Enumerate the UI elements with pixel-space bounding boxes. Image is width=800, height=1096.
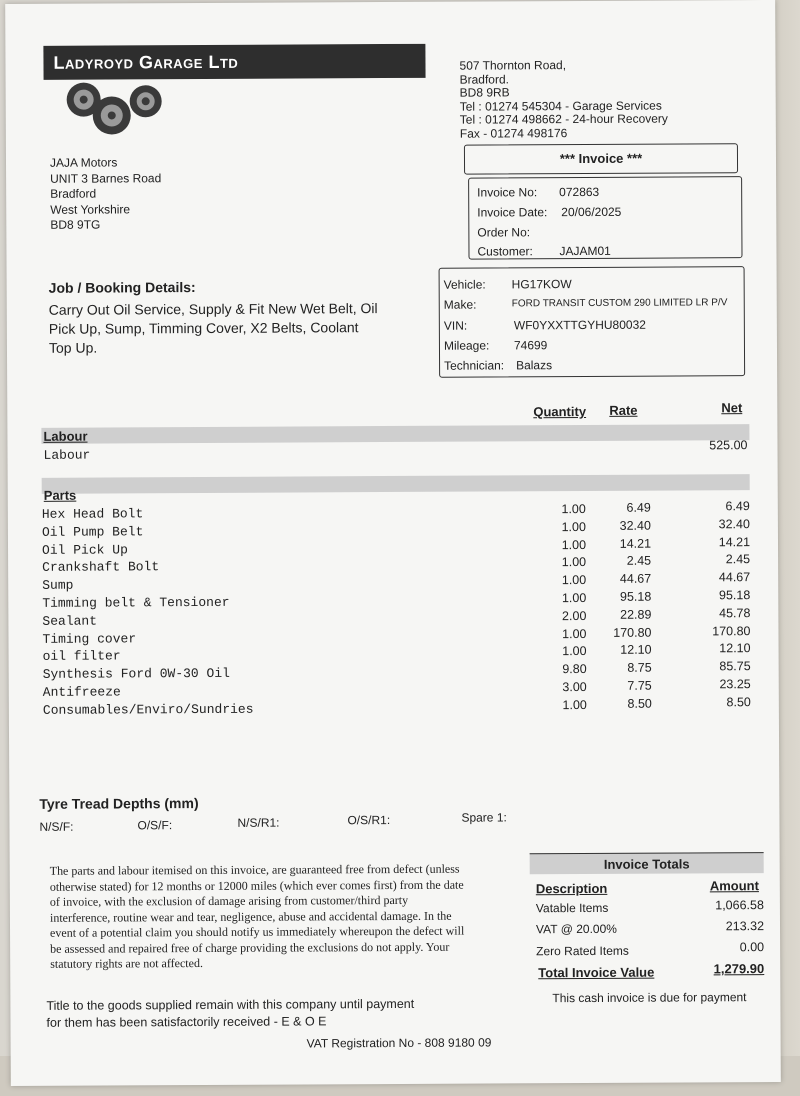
total-amount: 1,279.90 — [713, 961, 765, 977]
guarantee-line: event of a potential claim you should notify us immediately whereupon the defect will — [49, 923, 465, 940]
vehicle-reg: HG17KOW — [511, 277, 572, 292]
part-rate: 22.89 — [620, 607, 652, 622]
part-quantity: 1.00 — [562, 697, 587, 712]
part-net: 6.49 — [725, 499, 750, 514]
part-rate: 170.80 — [613, 625, 652, 640]
customer-code: JAJAM01 — [559, 243, 611, 259]
tyre-nsr-label: N/S/R1: — [237, 815, 280, 830]
part-net: 170.80 — [712, 623, 751, 638]
part-net: 95.18 — [718, 588, 751, 603]
invoice-sheet — [5, 0, 781, 1086]
invoice-title: *** Invoice *** — [464, 143, 738, 174]
invoice-details-box — [468, 176, 742, 259]
part-description: oil filter — [42, 648, 121, 665]
vatable-amount: 1,066.58 — [715, 898, 764, 913]
guarantee-line: The parts and labour itemised on this invoice, are guaranteed free from defect (unless — [49, 861, 460, 878]
address-line: Bradford. — [459, 71, 509, 87]
totals-amount-header: Amount — [709, 878, 759, 894]
tyre-heading: Tyre Tread Depths (mm) — [39, 795, 199, 812]
customer-address-line: BD8 9TG — [50, 217, 101, 232]
vehicle-details-box — [439, 266, 746, 378]
part-net: 14.21 — [718, 534, 751, 549]
part-net: 45.78 — [719, 605, 751, 621]
part-rate: 44.67 — [619, 571, 652, 586]
job-line: Top Up. — [48, 339, 98, 356]
part-rate: 6.49 — [626, 500, 651, 515]
part-description: Crankshaft Bolt — [42, 559, 160, 576]
tyre-nsf-label: N/S/F: — [39, 819, 74, 834]
part-net: 12.10 — [719, 641, 751, 656]
make-label: Make: — [443, 297, 477, 312]
title-note-line: for them has been satisfactorily received - E & O E — [46, 1014, 327, 1030]
zero-rated-amount: 0.00 — [739, 940, 765, 955]
part-net: 32.40 — [718, 516, 750, 532]
part-quantity: 1.00 — [561, 573, 587, 588]
parts-heading: Parts — [43, 487, 77, 503]
labour-section-bar — [41, 424, 749, 444]
customer-address-line: UNIT 3 Barnes Road — [50, 170, 162, 186]
customer-address-line: Bradford — [50, 186, 97, 201]
guarantee-line: of invoice, with the exclusion of damage arising from customer/third party — [49, 892, 409, 909]
invoice-date: 20/06/2025 — [561, 204, 622, 220]
tyre-osr-label: O/S/R1: — [347, 813, 391, 828]
parts-section-bar — [42, 474, 750, 494]
technician: Balazs — [516, 358, 553, 373]
fax-number: Fax - 01274 498176 — [459, 125, 568, 141]
cash-invoice-note: This cash invoice is due for payment — [552, 990, 747, 1006]
part-quantity: 2.00 — [562, 608, 587, 623]
phone-recovery: Tel : 01274 498662 - 24-hour Recovery — [459, 111, 668, 127]
invoice-no-label: Invoice No: — [477, 185, 538, 200]
part-quantity: 1.00 — [561, 555, 587, 570]
net-column-header: Net — [721, 400, 743, 416]
part-rate: 8.50 — [627, 696, 652, 711]
part-quantity: 1.00 — [562, 644, 587, 659]
job-line: Pick Up, Sump, Timming Cover, X2 Belts, Coolant — [48, 319, 359, 337]
vehicle-label: Vehicle: — [443, 277, 486, 292]
part-rate: 7.75 — [627, 678, 652, 693]
address-line: 507 Thornton Road, — [459, 58, 567, 73]
part-quantity: 1.00 — [561, 501, 586, 517]
part-net: 44.67 — [718, 570, 751, 585]
part-description: Timming belt & Tensioner — [42, 594, 230, 611]
customer-address-line: West Yorkshire — [50, 201, 131, 217]
guarantee-line: statutory rights are not affected. — [50, 956, 203, 971]
part-description: Oil Pick Up — [41, 541, 128, 558]
vat-amount: 213.32 — [725, 919, 765, 934]
guarantee-line: otherwise stated) for 12 months or 12000 miles (which ever comes first) from the date — [49, 877, 464, 894]
totals-heading: Invoice Totals — [530, 852, 764, 874]
part-quantity: 1.00 — [561, 519, 586, 534]
tyre-spare-label: Spare 1: — [461, 810, 507, 825]
customer-code-label: Customer: — [477, 244, 533, 259]
order-no-label: Order No: — [477, 225, 531, 240]
customer-address-line: JAJA Motors — [49, 155, 118, 170]
mileage-label: Mileage: — [443, 338, 490, 353]
totals-description-header: Description — [535, 880, 608, 897]
total-label: Total Invoice Value — [538, 964, 655, 981]
mileage: 74699 — [513, 338, 548, 353]
invoice-date-label: Invoice Date: — [477, 205, 548, 220]
quantity-column-header: Quantity — [533, 403, 587, 420]
part-description: Sump — [42, 577, 74, 594]
part-description: Synthesis Ford 0W-30 Oil — [42, 666, 230, 683]
customer-address — [50, 155, 162, 233]
vehicle-make: FORD TRANSIT CUSTOM 290 LIMITED LR P/V — [511, 297, 728, 310]
part-description: Sealant — [42, 613, 98, 629]
part-description: Consumables/Enviro/Sundries — [42, 701, 254, 718]
part-rate: 12.10 — [620, 643, 652, 658]
address-line: BD8 9RB — [459, 85, 510, 100]
part-description: Oil Pump Belt — [41, 524, 144, 540]
part-rate: 32.40 — [619, 518, 651, 533]
phone-services: Tel : 01274 545304 - Garage Services — [459, 98, 662, 114]
labour-net: 525.00 — [709, 438, 748, 453]
part-rate: 2.45 — [626, 554, 652, 569]
company-address — [459, 59, 668, 141]
tyre-osf-label: O/S/F: — [137, 818, 173, 833]
part-quantity: 1.00 — [561, 590, 587, 606]
part-description: Timing cover — [42, 630, 137, 647]
job-line: Carry Out Oil Service, Supply & Fit New Wet Belt, Oil — [48, 300, 378, 318]
title-note-line: Title to the goods supplied remain with this company until payment — [46, 996, 415, 1013]
guarantee-line: be assessed and repaired free of charge providing the exclusions do not apply. Your — [50, 939, 450, 956]
title-note — [46, 996, 414, 1032]
part-net: 2.45 — [725, 552, 751, 567]
part-description: Antifreeze — [42, 684, 121, 700]
part-rate: 14.21 — [619, 536, 652, 551]
job-description — [49, 299, 378, 358]
part-rate: 8.75 — [627, 660, 652, 675]
part-quantity: 9.80 — [562, 662, 587, 677]
labour-item: Labour — [43, 447, 91, 463]
rate-column-header: Rate — [609, 402, 638, 418]
invoice-no: 072863 — [559, 184, 600, 200]
guarantee-line: interference, routine wear and tear, negligence, abuse and accidental damage. In the — [49, 908, 452, 925]
vat-registration: VAT Registration No - 808 9180 09 — [306, 1035, 492, 1051]
technician-label: Technician: — [444, 358, 505, 373]
vat-label: VAT @ 20.00% — [535, 921, 617, 937]
company-logo-name: Ladyroyd Garage Ltd — [43, 44, 425, 80]
zero-rated-label: Zero Rated Items — [536, 943, 629, 959]
part-net: 8.50 — [726, 694, 751, 710]
vin-label: VIN: — [443, 318, 468, 333]
job-heading: Job / Booking Details: — [48, 279, 196, 296]
gears-logo-icon — [56, 79, 176, 140]
part-rate: 95.18 — [619, 589, 652, 604]
labour-heading: Labour — [43, 428, 88, 444]
part-net: 23.25 — [719, 677, 751, 692]
part-net: 85.75 — [719, 659, 751, 674]
vin: WF0YXXTTGYHU80032 — [513, 317, 646, 333]
guarantee-text — [50, 861, 531, 972]
vatable-label: Vatable Items — [535, 900, 609, 916]
part-quantity: 1.00 — [562, 626, 587, 641]
part-quantity: 1.00 — [561, 537, 587, 552]
part-description: Hex Head Bolt — [41, 506, 144, 522]
part-quantity: 3.00 — [562, 679, 587, 695]
